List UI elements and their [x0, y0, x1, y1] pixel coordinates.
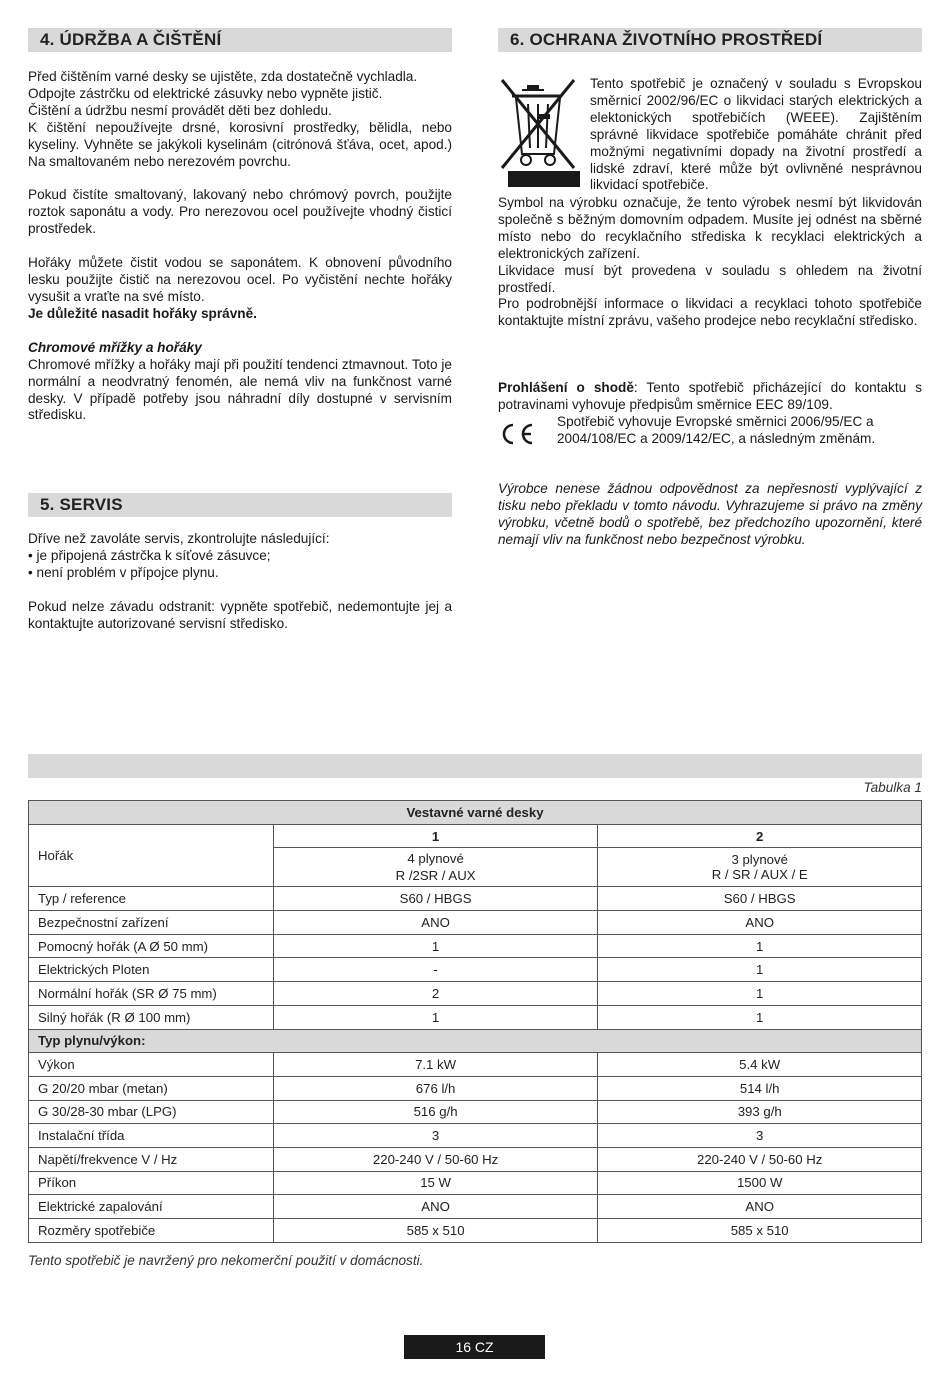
row-value: 220-240 V / 50-60 Hz [273, 1147, 598, 1171]
table-row [29, 1100, 922, 1124]
row-value: 1 [598, 958, 922, 982]
maintenance-line: Odpojte zástrčku od elektrické zásuvky nebo vypněte jistič. [28, 85, 383, 101]
weee-paragraph [590, 76, 922, 194]
conformity-section [498, 380, 922, 414]
row-label: Bezpečnostní zařízení [29, 911, 274, 935]
row-value: ANO [273, 911, 598, 935]
table-row [29, 982, 922, 1006]
crossed-bin-icon [498, 76, 580, 188]
maintenance-heading: 4. ÚDRŽBA A ČIŠTĚNÍ [40, 30, 222, 49]
page-number: 16 CZ [404, 1335, 545, 1359]
row-label: Pomocný hořák (A Ø 50 mm) [29, 934, 274, 958]
spec-table [28, 800, 922, 1243]
row-label: Napětí/frekvence V / Hz [29, 1147, 274, 1171]
row-value: 585 x 510 [273, 1219, 598, 1243]
row-value: 1 [598, 934, 922, 958]
environment-paragraph: Symbol na výrobku označuje, že tento výrobek nesmí být likvidován společně s běžným domovním odpadem. Musíte jej odnést na sběrné místo nebo do recyklačního střediska k recyklaci elektrických a elektronických zařízení. [498, 195, 922, 261]
row-value: ANO [598, 911, 922, 935]
gas-header: Typ plynu/výkon: [29, 1029, 922, 1053]
row-label: Elektrické zapalování [29, 1195, 274, 1219]
maintenance-section [28, 69, 452, 424]
row-label: Silný hořák (R Ø 100 mm) [29, 1005, 274, 1029]
column-1-desc-line: R /2SR / AUX [395, 868, 476, 884]
row-value: 3 [598, 1124, 922, 1148]
maintenance-warning: Je důležité nasadit hořáky správně. [28, 305, 257, 321]
service-intro: Dříve než zavoláte servis, zkontrolujte následující: [28, 531, 330, 546]
table-caption: Tabulka 1 [863, 780, 922, 795]
table-row [29, 958, 922, 982]
table-row [29, 824, 922, 848]
burner-label: Hořák [29, 824, 274, 887]
table-row [29, 1195, 922, 1219]
table-row [29, 1219, 922, 1243]
disclaimer [498, 481, 922, 549]
row-label: Normální hořák (SR Ø 75 mm) [29, 982, 274, 1006]
row-label: Typ / reference [29, 887, 274, 911]
maintenance-paragraph: Hořáky můžete čistit vodou se saponátem. K obnovení původního lesku použijte čistič na nerezovou ocel. Po vyčistění nechte hořáky vysušit a vraťte na své místo. [28, 255, 452, 304]
row-value: S60 / HBGS [273, 887, 598, 911]
row-value: 5.4 kW [598, 1053, 922, 1077]
row-value: 220-240 V / 50-60 Hz [598, 1147, 922, 1171]
row-label: G 20/20 mbar (metan) [29, 1076, 274, 1100]
row-value: 1 [598, 982, 922, 1006]
row-value: 15 W [273, 1171, 598, 1195]
row-value: 676 l/h [273, 1076, 598, 1100]
maintenance-paragraph: Chromové mřížky a hořáky mají při použití tendenci ztmavnout. Toto je normální a neodvratný fenomén, ale nemá vliv na funkčnost varné desky. V případě potřeby jsou náhradní díly dostupné v servisním středisku. [28, 356, 452, 423]
conformity-paragraph [498, 380, 922, 414]
table-title-row [29, 801, 922, 825]
service-item: • není problém v přípojce plynu. [28, 564, 219, 580]
table-row [29, 1171, 922, 1195]
maintenance-paragraph: Pokud čistíte smaltovaný, lakovaný nebo chrómový povrch, použijte roztok saponátu a vody. Pro nerezovou ocel používejte vhodný čisticí prostředek. [28, 187, 452, 237]
table-title: Vestavné varné desky [29, 801, 922, 825]
ce-mark-icon [498, 422, 536, 446]
column-2-number: 2 [598, 824, 922, 848]
service-item: • je připojená zástrčka k síťové zásuvce; [28, 547, 271, 563]
disclaimer-text: Výrobce nenese žádnou odpovědnost za nepřesnosti vyplývající z tisku nebo překladu v tomto návodu. Vyhrazujeme si právo na změny výrobku, včetně bodů o spotřebě, bez předchozího upozornění, které nemají vliv na funkčnost nebo bezpečnost výrobku. [498, 481, 922, 547]
maintenance-line: Před čištěním varné desky se ujistěte, zda dostatečně vychladla. [28, 69, 418, 84]
conformity-label: Prohlášení o shodě [498, 380, 634, 395]
service-heading: 5. SERVIS [40, 495, 123, 514]
row-value: 1 [273, 1005, 598, 1029]
conformity-text: : Tento spotřebič přicházející do kontaktu s potravinami vyhovuje předpisům směrnice EEC 89/109. [498, 380, 922, 412]
table-row [29, 1124, 922, 1148]
ce-line: 2004/108/EC a 2009/142/EC, a následným změnám. [557, 430, 876, 446]
service-section [28, 531, 452, 633]
row-value: 1500 W [598, 1171, 922, 1195]
column-2-desc-line: R / SR / AUX / E [711, 867, 808, 883]
ce-compliance-text [557, 414, 927, 448]
row-label: Příkon [29, 1171, 274, 1195]
row-label: Elektrických Ploten [29, 958, 274, 982]
column-2-desc-line: 3 plynové [731, 852, 788, 868]
row-value: 1 [598, 1005, 922, 1029]
row-value: ANO [598, 1195, 922, 1219]
ce-line: Spotřebič vyhovuje Evropské směrnici 2006/95/EC a [557, 414, 874, 429]
environment-heading-bar [498, 28, 922, 52]
maintenance-line: Čištění a údržbu nesmí provádět děti bez dohledu. [28, 102, 332, 118]
row-value: S60 / HBGS [598, 887, 922, 911]
maintenance-line: K čištění nepoužívejte drsné, korosivní prostředky, bělidla, nebo kyseliny. Vyhněte se jakýkoli kyselinám (citrónová šťáva, ocet, apod.) Na smaltovaném nebo nerezovém povrchu. [28, 119, 452, 169]
table-row [29, 1005, 922, 1029]
table-row [29, 1076, 922, 1100]
service-paragraph: Pokud nelze závadu odstranit: vypněte spotřebič, nedemontujte jej a kontaktujte autorizované servisní středisko. [28, 598, 452, 631]
row-label: Rozměry spotřebiče [29, 1219, 274, 1243]
column-1-desc [273, 848, 598, 887]
row-value: 7.1 kW [273, 1053, 598, 1077]
row-value: - [273, 958, 598, 982]
row-value: 2 [273, 982, 598, 1006]
row-value: 1 [273, 934, 598, 958]
chrome-grids-subheading: Chromové mřížky a hořáky [28, 339, 202, 355]
table-row [29, 1147, 922, 1171]
table-row [29, 887, 922, 911]
row-value: 514 l/h [598, 1076, 922, 1100]
footnote: Tento spotřebič je navržený pro nekomerční použití v domácnosti. [28, 1253, 424, 1268]
row-value: 3 [273, 1124, 598, 1148]
column-1-number: 1 [273, 824, 598, 848]
environment-paragraph: Likvidace musí být provedena v souladu s ohledem na životní prostředí. [498, 262, 922, 295]
environment-heading: 6. OCHRANA ŽIVOTNÍHO PROSTŘEDÍ [510, 30, 823, 49]
row-value: 393 g/h [598, 1100, 922, 1124]
weee-text: Tento spotřebič je označený v souladu s Evropskou směrnicí 2002/96/EC o likvidaci starých elektrických a elektonických spotřebičích (WEEE). Zajištěním správné likvidace spotřebiče pomáháte chránit před možnými negativními dopady na životní prostředí a lidské zdraví, které může být ovlivněné nesprávnou likvidací spotřebiče. [590, 76, 922, 193]
row-value: 585 x 510 [598, 1219, 922, 1243]
service-heading-bar [28, 493, 452, 517]
environment-section [498, 195, 922, 330]
table-row [29, 1053, 922, 1077]
row-value: 516 g/h [273, 1100, 598, 1124]
environment-paragraph: Pro podrobnější informace o likvidaci a recyklaci tohoto spotřebiče kontaktujte místní zprávu, vašeho prodejce nebo recyklační středisko. [498, 296, 922, 329]
row-label: G 30/28-30 mbar (LPG) [29, 1100, 274, 1124]
row-label: Instalační třída [29, 1124, 274, 1148]
table-band [28, 754, 922, 778]
row-label: Výkon [29, 1053, 274, 1077]
gas-header-row [29, 1029, 922, 1053]
table-row [29, 911, 922, 935]
row-value: ANO [273, 1195, 598, 1219]
column-2-desc [598, 848, 922, 887]
column-1-desc-line: 4 plynové [407, 851, 464, 867]
table-row [29, 934, 922, 958]
maintenance-heading-bar [28, 28, 452, 52]
